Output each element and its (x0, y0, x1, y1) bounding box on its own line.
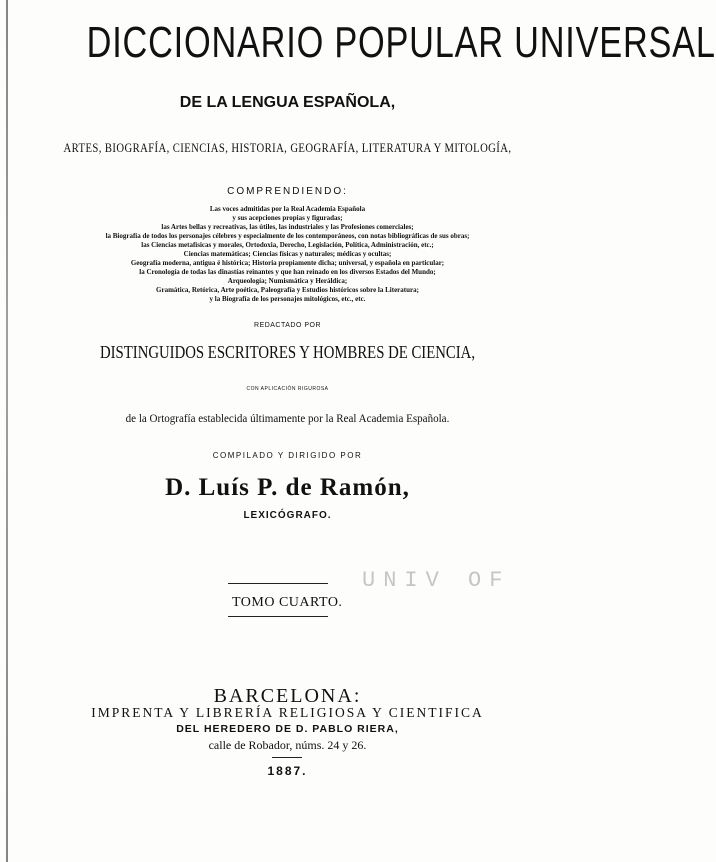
comprising-heading: COMPRENDIENDO: (227, 186, 348, 197)
description-line: la Cronología de todas las dinastías reinantes y que han reinado en los diversos Estados del Mundo; (139, 268, 436, 276)
description-line: Ciencias matemáticas; Ciencias físicas y naturales; médicas y ocultas; (183, 250, 392, 258)
description-line: las Ciencias metafísicas y morales, Ortodoxia, Derecho, Legislación, Política, Administración, etc.; (141, 241, 434, 249)
description-line: y la Biografía de los personajes mitológicos, etc., etc. (209, 295, 366, 303)
description-line: y sus acepciones propias y figuradas; (232, 214, 343, 222)
publication-year: 1887. (267, 764, 308, 778)
imprint-address: calle de Robador, núms. 24 y 26. (208, 738, 367, 752)
description-line: las Artes bellas y recreativas, las útiles, las industriales y las Profesiones comerciales; (161, 223, 414, 231)
compiled-by-label: COMPILADO Y DIRIGIDO POR (212, 451, 363, 460)
imprint-rule (272, 757, 302, 758)
subjects-line: ARTES, BIOGRAFÍA, CIENCIAS, HISTORIA, GEOGRAFÍA, LITERATURA Y MITOLOGÍA, (63, 140, 512, 155)
description-line: la Biografía de todos los personajes célebres y especialmente de los contemporáneos, con notas bibliográficas de sus obras; (105, 232, 470, 240)
volume-rule-top (228, 583, 328, 584)
redacted-by-label: REDACTADO POR (253, 322, 322, 329)
imprint-city: BARCELONA: (213, 685, 362, 707)
description-line: Gramática, Retórica, Arte poética, Paleografía y Estudios históricos sobre la Literatura; (156, 286, 419, 294)
volume-label: TOMO CUARTO. (232, 595, 343, 610)
writers-line: DISTINGUIDOS ESCRITORES Y HOMBRES DE CIENCIA, (99, 342, 476, 362)
imprint-publisher: DEL HEREDERO DE D. PABLO RIERA, (176, 723, 399, 735)
imprint-press: IMPRENTA Y LIBRERÍA RELIGIOSA Y CIENTIFICA (91, 705, 484, 720)
orthography-line: de la Ortografía establecida últimamente por la Real Academia Española. (125, 411, 450, 425)
author-role: LEXICÓGRAFO. (243, 510, 332, 521)
library-stamp: UNIV OF (362, 568, 511, 593)
book-subtitle: DE LA LENGUA ESPAÑOLA, (179, 94, 396, 111)
contents-description (0, 205, 575, 304)
volume-rule-bottom (228, 616, 328, 617)
description-line: Las voces admitidas por la Real Academia Española (209, 205, 366, 213)
description-line: Geografía moderna, antigua é histórica; Historia propiamente dicha; universal, y española en particular; (130, 259, 445, 267)
book-title: DICCIONARIO POPULAR UNIVERSAL (86, 18, 716, 67)
application-label: CON APLICACIÓN RIGUROSA (246, 386, 329, 392)
author-name: D. Luís P. de Ramón, (165, 474, 410, 501)
description-line: Arqueología; Numismática y Heráldica; (227, 277, 348, 285)
